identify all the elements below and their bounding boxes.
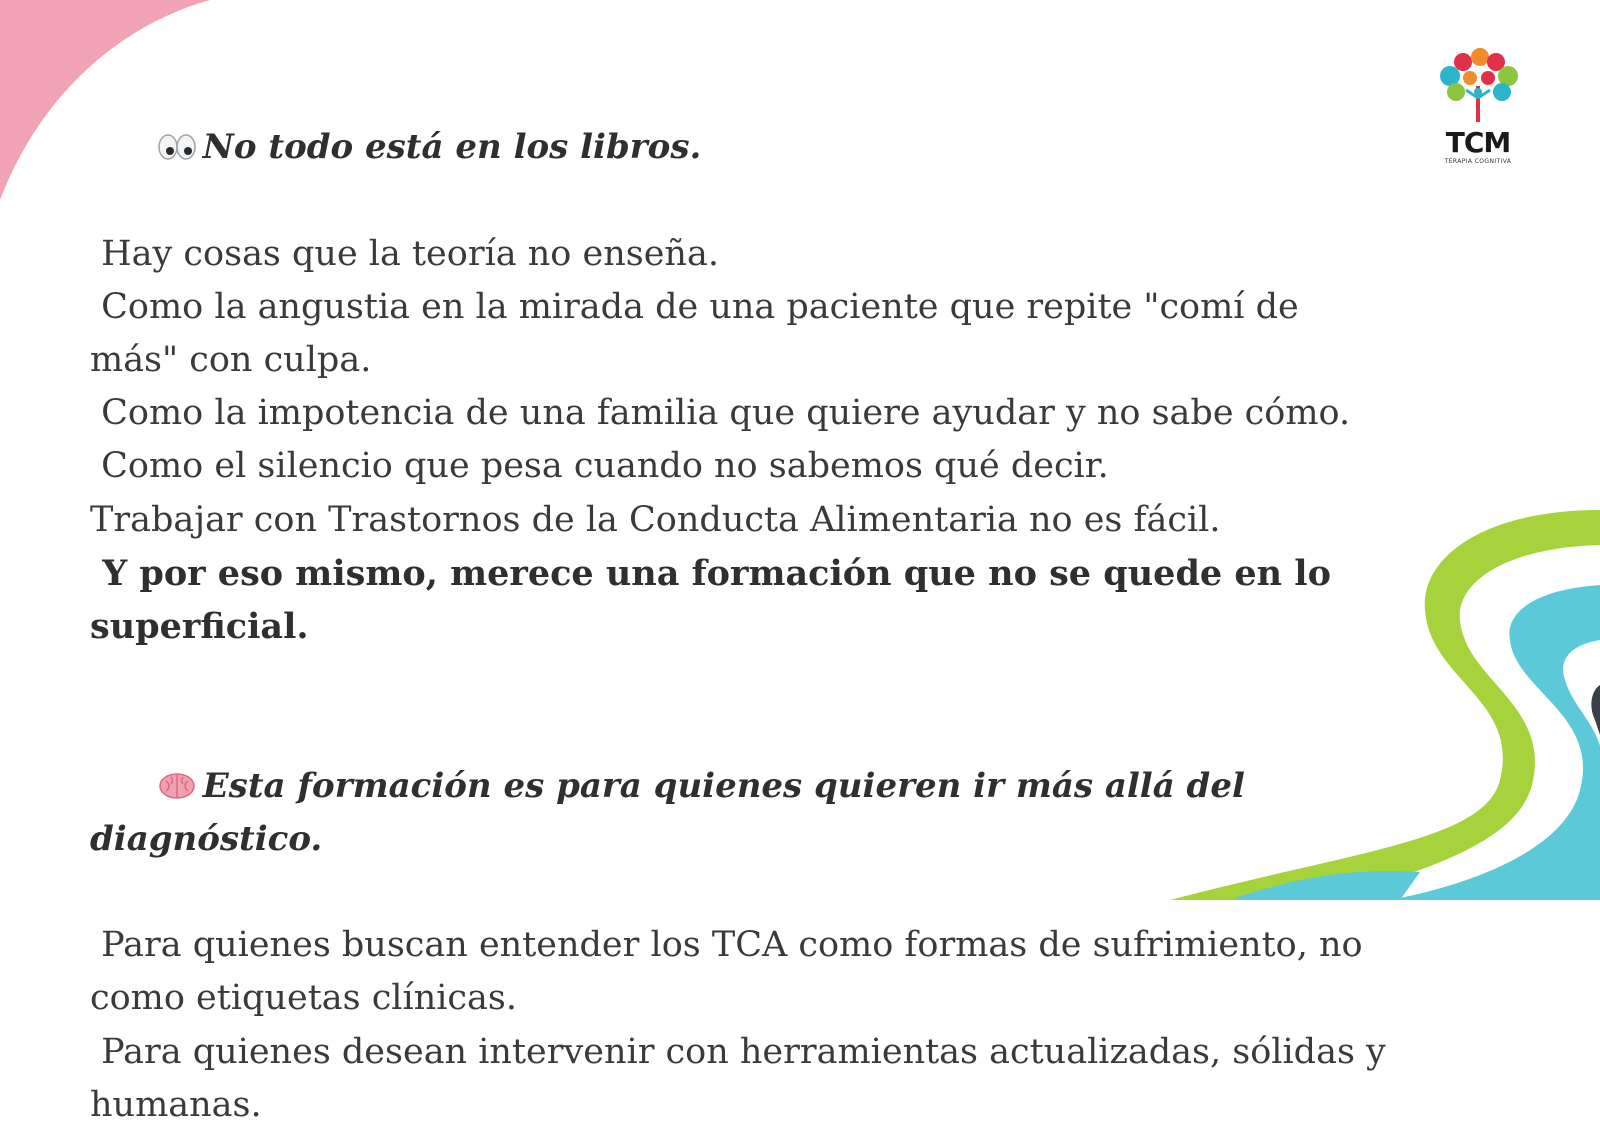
section1-line: Como la angustia en la mirada de una paciente que repite "comí de más" con culpa. <box>90 286 1310 381</box>
brain-icon <box>157 771 197 801</box>
logo-brand-text: TCM <box>1445 126 1511 159</box>
logo-tagline: TERAPIA COGNITIVA <box>1444 158 1512 165</box>
section1-line: Como la impotencia de una familia que quiere ayudar y no sabe cómo. <box>90 393 1351 434</box>
paragraph-spacer <box>90 653 1390 706</box>
section2-heading: Esta formación es para quienes quieren ir más allá del diagnóstico. <box>90 765 1257 859</box>
company-logo <box>1428 46 1528 171</box>
section2-line: Para quienes desean intervenir con herramientas actualizadas, sólidas y humanas. <box>90 1031 1397 1125</box>
main-text-body <box>90 68 1397 1132</box>
section1-line: Trabajar con Trastornos de la Conducta Alimentaria no es fácil. <box>90 499 1221 540</box>
section1-line: Hay cosas que la teoría no enseña. <box>90 233 719 274</box>
brain-tree-logo-icon <box>1428 46 1528 126</box>
section1-heading-line <box>90 68 1390 228</box>
eyes-icon <box>157 132 197 162</box>
section1-line: Como el silencio que pesa cuando no sabemos qué decir. <box>90 446 1109 487</box>
section1-heading: No todo está en los libros. <box>202 127 702 168</box>
section2-line: Para quienes buscan entender los TCA como formas de sufrimiento, no como etiquetas clínicas. <box>90 925 1374 1019</box>
section1-emphasis: Y por eso mismo, merece una formación que no se quede en lo superficial. <box>90 552 1344 648</box>
section2-heading-line <box>90 706 1390 919</box>
